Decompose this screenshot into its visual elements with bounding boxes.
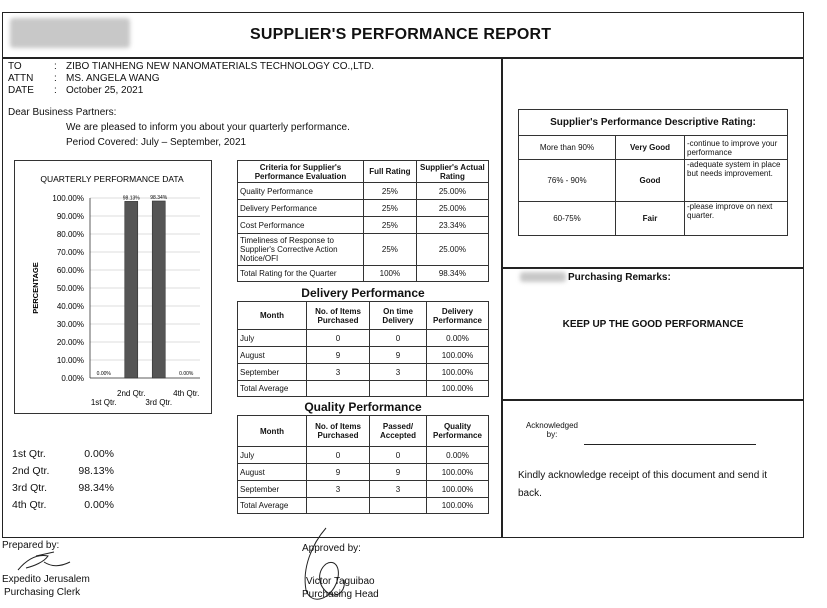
table-row	[238, 364, 489, 381]
greeting: Dear Business Partners:	[8, 107, 117, 118]
y-tick-label: 40.00%	[56, 302, 84, 311]
month-header: Month	[238, 416, 307, 447]
month-cell: September	[238, 364, 307, 381]
items-cell	[307, 498, 370, 514]
y-tick-label: 10.00%	[56, 356, 84, 365]
perf-cell: 0.00%	[427, 447, 489, 464]
items-cell: 9	[307, 347, 370, 364]
items-cell: 9	[307, 464, 370, 481]
table-row	[238, 481, 489, 498]
passed-cell: 3	[370, 481, 427, 498]
quality-table	[237, 415, 489, 514]
month-cell: Total Average	[238, 498, 307, 514]
criteria-cell: Delivery Performance	[238, 200, 364, 217]
remarks-panel	[502, 268, 804, 400]
quarter-label: 1st Qtr.	[12, 448, 46, 460]
actual-rating-cell: 25.00%	[416, 183, 488, 200]
y-tick-label: 0.00%	[61, 374, 84, 383]
full-rating-cell: 100%	[364, 266, 417, 282]
passed-cell	[370, 498, 427, 514]
perf-cell: 100.00%	[427, 464, 489, 481]
data-label: 0.00%	[179, 371, 194, 377]
x-tick-label: 2nd Qtr.	[117, 389, 146, 398]
actual-rating-cell: 25.00%	[416, 200, 488, 217]
table-row	[519, 160, 788, 202]
ontime-header: On time Delivery	[370, 302, 427, 330]
actual-rating-cell: 23.34%	[416, 217, 488, 234]
table-row	[238, 217, 489, 234]
month-cell: July	[238, 447, 307, 464]
quarter-label: 2nd Qtr.	[12, 465, 50, 477]
items-cell: 3	[307, 481, 370, 498]
table-row	[238, 234, 489, 266]
attn-label: ATTN	[8, 73, 34, 84]
table-row	[238, 447, 489, 464]
criteria-header: Criteria for Supplier's Performance Evaluation	[238, 161, 364, 183]
full-rating-cell: 25%	[364, 183, 417, 200]
y-tick-label: 60.00%	[56, 266, 84, 275]
items-header: No. of Items Purchased	[307, 302, 370, 330]
perf-cell: 0.00%	[427, 330, 489, 347]
month-header: Month	[238, 302, 307, 330]
quality-title: Quality Performance	[304, 400, 422, 414]
letter-line2: Period Covered: July – September, 2021	[66, 137, 247, 148]
note-cell: -please improve on next quarter.	[685, 202, 788, 236]
prepared-label: Prepared by:	[2, 540, 60, 551]
y-axis-label: PERCENTAGE	[31, 262, 40, 314]
quarter-value: 0.00%	[84, 448, 114, 460]
table-row	[238, 183, 489, 200]
table-row	[238, 266, 489, 282]
data-label: 98.13%	[122, 195, 140, 202]
y-tick-label: 90.00%	[56, 212, 84, 221]
full-rating-cell: 25%	[364, 217, 417, 234]
y-tick-label: 50.00%	[56, 284, 84, 293]
date-label: DATE	[8, 85, 34, 96]
quarter-value: 98.34%	[78, 482, 114, 494]
y-tick-label: 30.00%	[56, 320, 84, 329]
ack-signature-line	[584, 444, 756, 445]
table-row	[238, 464, 489, 481]
prepared-title: Purchasing Clerk	[4, 587, 81, 598]
quality-perf-header: Quality Performance	[427, 416, 489, 447]
range-cell: 60-75%	[519, 202, 616, 236]
items-cell: 0	[307, 447, 370, 464]
note-cell: -continue to improve your performance	[685, 136, 788, 160]
ack-label: Acknowledged by:	[525, 421, 579, 439]
y-tick-label: 20.00%	[56, 338, 84, 347]
y-tick-label: 100.00%	[52, 194, 84, 203]
month-cell: August	[238, 347, 307, 364]
table-row	[238, 347, 489, 364]
letter-line1: We are pleased to inform you about your quarterly performance.	[66, 122, 350, 133]
note-cell: -adequate system in place but needs improvement.	[685, 160, 788, 202]
month-cell: July	[238, 330, 307, 347]
y-tick-label: 80.00%	[56, 230, 84, 239]
x-tick-label: 3rd Qtr.	[145, 398, 173, 407]
date-value: October 25, 2021	[66, 85, 144, 96]
delivery-title: Delivery Performance	[301, 286, 425, 300]
table-row	[519, 202, 788, 236]
perf-cell: 100.00%	[427, 364, 489, 381]
perf-cell: 100.00%	[427, 381, 489, 397]
passed-cell: 9	[370, 464, 427, 481]
descriptive-rating-table	[518, 109, 788, 236]
items-cell	[307, 381, 370, 397]
ontime-cell: 3	[370, 364, 427, 381]
ack-text: Kindly acknowledge receipt of this document and send it back.	[518, 470, 768, 499]
attn-colon: :	[54, 73, 57, 84]
remarks-title: Purchasing Remarks:	[568, 272, 671, 283]
items-header: No. of Items Purchased	[307, 416, 370, 447]
x-tick-label: 4th Qtr.	[173, 389, 200, 398]
range-cell: More than 90%	[519, 136, 616, 160]
prepared-name: Expedito Jerusalem	[2, 574, 90, 585]
criteria-cell: Quality Performance	[238, 183, 364, 200]
perf-cell: 100.00%	[427, 347, 489, 364]
redacted-name	[520, 272, 566, 282]
items-cell: 0	[307, 330, 370, 347]
grade-cell: Good	[616, 160, 685, 202]
criteria-cell: Total Rating for the Quarter	[238, 266, 364, 282]
delivery-perf-header: Delivery Performance	[427, 302, 489, 330]
attn-value: MS. ANGELA WANG	[66, 73, 160, 84]
actual-rating-cell: 25.00%	[416, 234, 488, 266]
approved-title: Purchasing Head	[302, 589, 379, 600]
quarter-value: 98.13%	[78, 465, 114, 477]
table-row	[519, 136, 788, 160]
actual-rating-cell: 98.34%	[416, 266, 488, 282]
full-rating-cell: 25%	[364, 200, 417, 217]
items-cell: 3	[307, 364, 370, 381]
table-row	[238, 381, 489, 397]
chart-title: QUARTERLY PERFORMANCE DATA	[40, 174, 184, 184]
full-rating-cell: 25%	[364, 234, 417, 266]
x-tick-label: 1st Qtr.	[90, 398, 117, 407]
actual-rating-header: Supplier's Actual Rating	[416, 161, 488, 183]
quarter-label: 4th Qtr.	[12, 499, 47, 511]
criteria-cell: Cost Performance	[238, 217, 364, 234]
range-cell: 76% - 90%	[519, 160, 616, 202]
bar	[152, 201, 165, 378]
to-label: TO	[8, 61, 22, 72]
month-cell: Total Average	[238, 381, 307, 397]
month-cell: September	[238, 481, 307, 498]
grade-cell: Very Good	[616, 136, 685, 160]
bar	[125, 201, 138, 378]
ontime-cell: 0	[370, 330, 427, 347]
to-value: ZIBO TIANHENG NEW NANOMATERIALS TECHNOLOGY CO.,LTD.	[66, 61, 375, 72]
approved-name: Victor Taguibao	[306, 576, 375, 587]
perf-cell: 100.00%	[427, 498, 489, 514]
delivery-table	[237, 301, 489, 397]
perf-cell: 100.00%	[427, 481, 489, 498]
quarter-value: 0.00%	[84, 499, 114, 511]
date-colon: :	[54, 85, 57, 96]
data-label: 0.00%	[96, 371, 111, 377]
table-row	[238, 498, 489, 514]
passed-cell: 0	[370, 447, 427, 464]
month-cell: August	[238, 464, 307, 481]
data-label: 98.34%	[150, 194, 168, 201]
quarter-label: 3rd Qtr.	[12, 482, 48, 494]
approved-label: Approved by:	[302, 543, 361, 554]
ontime-cell	[370, 381, 427, 397]
full-rating-header: Full Rating	[364, 161, 417, 183]
report-title: SUPPLIER'S PERFORMANCE REPORT	[250, 26, 552, 43]
grade-cell: Fair	[616, 202, 685, 236]
criteria-table	[237, 160, 489, 282]
ontime-cell: 9	[370, 347, 427, 364]
table-row	[238, 330, 489, 347]
y-tick-label: 70.00%	[56, 248, 84, 257]
remarks-text: KEEP UP THE GOOD PERFORMANCE	[562, 319, 744, 330]
criteria-cell: Timeliness of Response to Supplier's Corrective Action Notice/OFI	[238, 234, 364, 266]
descriptive-title: Supplier's Performance Descriptive Rating:	[519, 110, 788, 136]
to-colon: :	[54, 61, 57, 72]
quarterly-performance-chart	[14, 160, 210, 412]
passed-header: Passed/ Accepted	[370, 416, 427, 447]
table-row	[238, 200, 489, 217]
